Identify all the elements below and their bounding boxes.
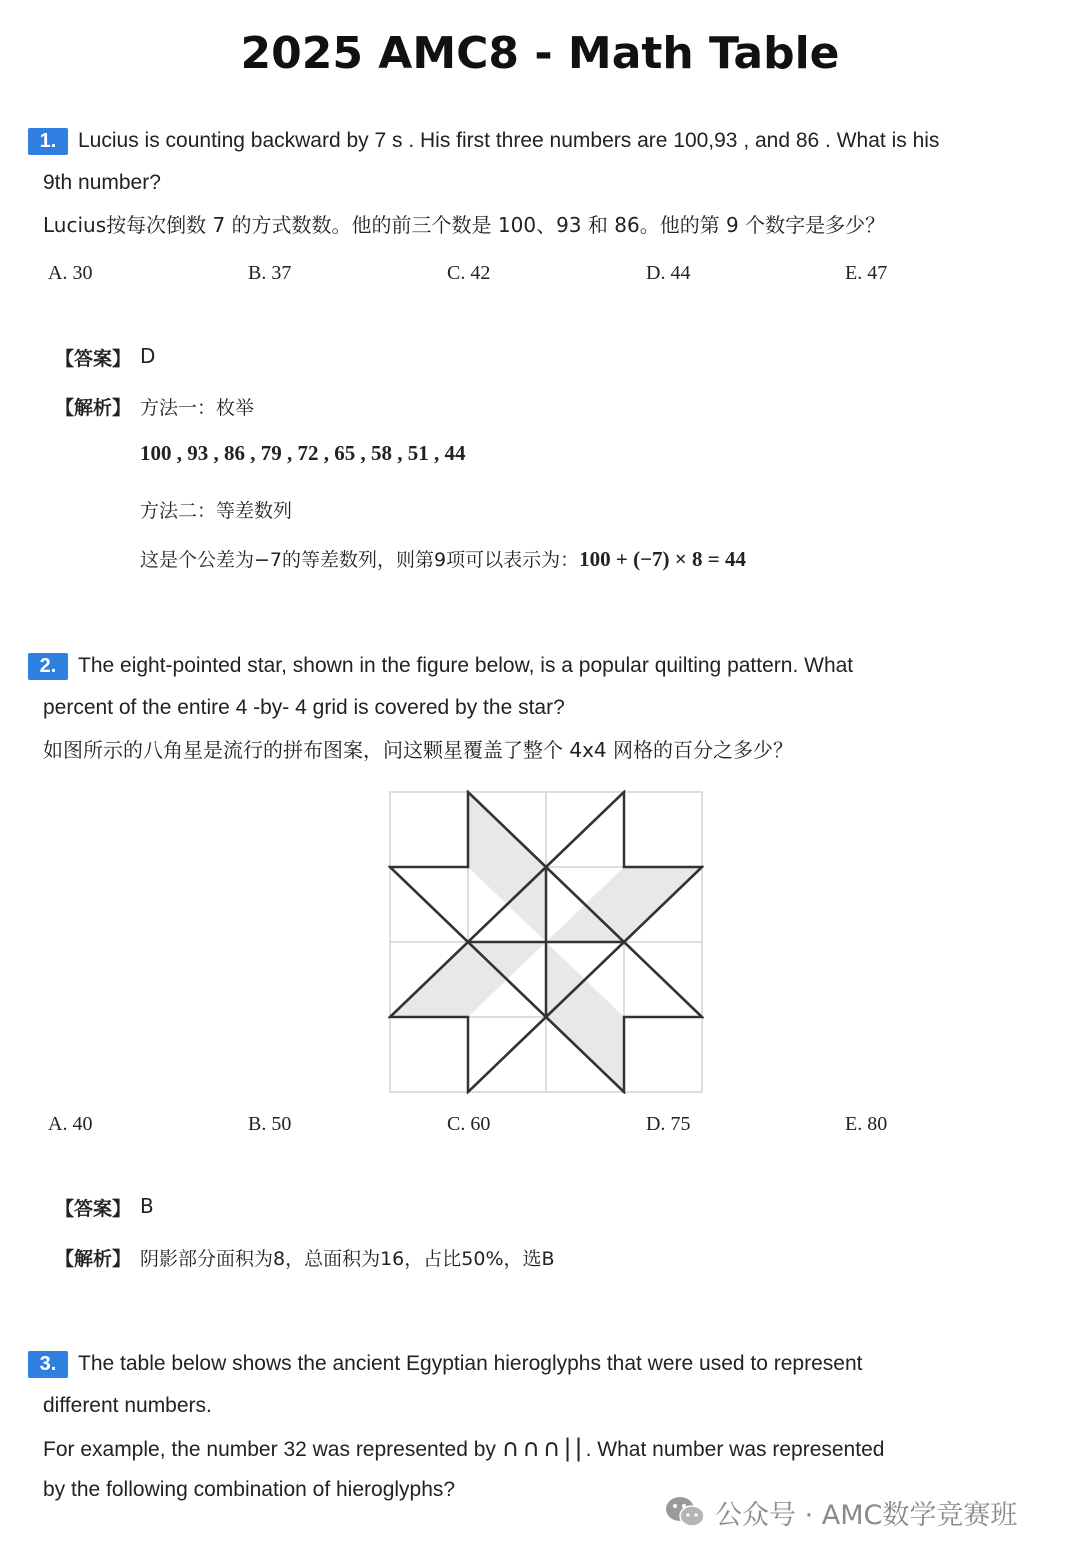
example-text: For example, the number 32 was represented by <box>43 1438 496 1461</box>
question-text-line: The table below shows the ancient Egyptian hieroglyphs that were used to represent <box>78 1352 863 1375</box>
answer-option-a: A. 40 <box>48 1113 93 1135</box>
answer-option-d: D. 75 <box>646 1113 691 1135</box>
page-title: 2025 AMC8 - Math Table <box>240 28 840 79</box>
method-explanation: 这是个公差为−7的等差数列，则第9项可以表示为： <box>140 549 580 571</box>
watermark-text: 公众号 · AMC数学竞赛班 <box>715 1499 1018 1531</box>
example-text-post: . What number was represented <box>585 1438 885 1461</box>
answer-option-e: E. 47 <box>845 262 888 284</box>
answer-value: D <box>140 344 156 368</box>
star-grid-figure <box>388 790 704 1094</box>
method-text <box>140 545 746 572</box>
analysis-label: 【解析】 <box>55 397 132 419</box>
question-text-line <box>43 1435 884 1463</box>
question-text-line: by the following combination of hieroglyphs? <box>43 1478 456 1501</box>
answer-option-b: B. 37 <box>248 262 292 284</box>
answer-option-d: D. 44 <box>646 262 691 284</box>
analysis-text: 阴影部分面积为8，总面积为16，占比50%，选B <box>140 1248 555 1270</box>
answer-option-a: A. 30 <box>48 262 93 284</box>
question-text-chinese: Lucius按每次倒数 7 的方式数数。他的前三个数是 100、93 和 86。他的第 9 个数字是多少？ <box>43 213 886 237</box>
hieroglyph-example: ∩∩∩|| <box>501 1434 586 1462</box>
method-title: 方法一：枚举 <box>140 397 255 419</box>
question-text-chinese: 如图所示的八角星是流行的拼布图案，问这颗星覆盖了整个 4x4 网格的百分之多少？ <box>43 738 793 762</box>
watermark <box>665 1490 1017 1534</box>
question-text-line: different numbers. <box>43 1394 212 1417</box>
answer-option-c: C. 42 <box>447 262 491 284</box>
answer-value: B <box>140 1194 154 1218</box>
answer-label: 【答案】 <box>55 1198 132 1220</box>
sequence-values: 100 , 93 , 86 , 79 , 72 , 65 , 58 , 51 , 44 <box>140 441 466 465</box>
question-text-line: Lucius is counting backward by 7 s . His first three numbers are 100,93 , and 86 . What is his <box>78 129 940 152</box>
method-title: 方法二：等差数列 <box>140 500 293 522</box>
answer-option-b: B. 50 <box>248 1113 292 1135</box>
wechat-icon <box>665 1495 705 1529</box>
question-text-line: The eight-pointed star, shown in the figure below, is a popular quilting pattern. What <box>78 654 854 677</box>
question-number-badge: 3. <box>28 1351 68 1378</box>
answer-option-e: E. 80 <box>845 1113 888 1135</box>
question-number-badge: 2. <box>28 653 68 680</box>
question-number-badge: 1. <box>28 128 68 155</box>
method-formula: 100 + (−7) × 8 = 44 <box>579 547 746 571</box>
question-text-line: percent of the entire 4 -by- 4 grid is covered by the star? <box>43 696 565 719</box>
question-text-line: 9th number? <box>43 171 161 194</box>
analysis-label: 【解析】 <box>55 1248 132 1270</box>
answer-option-c: C. 60 <box>447 1113 491 1135</box>
answer-label: 【答案】 <box>55 348 132 370</box>
